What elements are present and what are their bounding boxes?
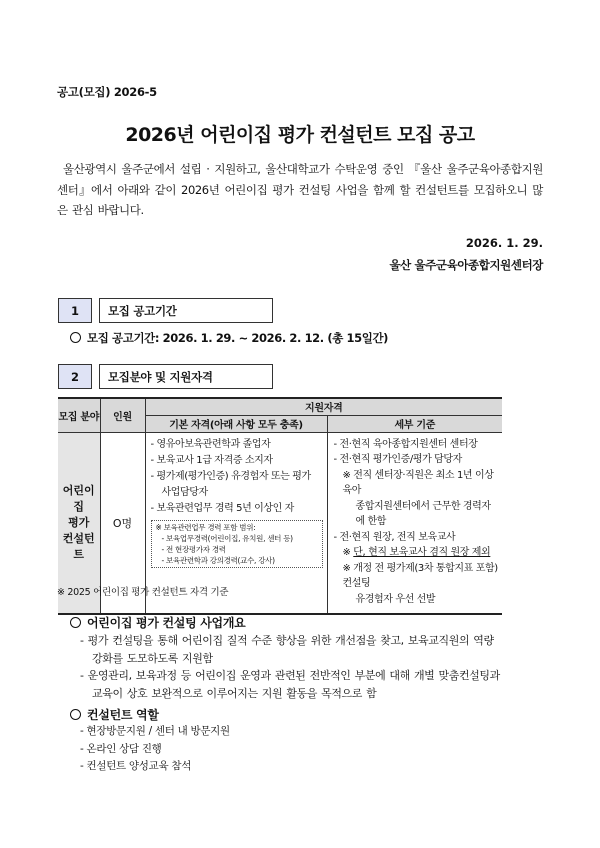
exclusion-note-underlined: 단, 현직 보육교사 겸직 원장 제외	[353, 547, 491, 558]
role-item: - 현장방문지원 / 센터 내 방문지원	[80, 725, 230, 737]
section-1-title: 모집 공고기간	[99, 298, 273, 323]
qualification-table-wrapper	[58, 397, 502, 615]
overview-item-continued: 강화를 도모하도록 지원함	[92, 651, 213, 665]
detail-item: - 전·현직 평가인증/평가 담당자	[333, 454, 462, 465]
note-title: ※ 보육관련업무 경력 포함 범위:	[155, 522, 256, 532]
announcement-date: 2026. 1. 29.	[465, 236, 543, 250]
basic-item: - 보육교사 1급 자격증 소지자	[150, 454, 273, 466]
detail-item: - 전·현직 원장, 전직 보육교사	[333, 531, 456, 543]
note-item: - 보육관련학과 강의경력(교수, 강사)	[161, 555, 275, 565]
section-1-header	[58, 298, 273, 323]
detail-item: - 전·현직 육아종합지원센터 센터장	[333, 438, 478, 450]
qualification-table	[58, 397, 502, 615]
basic-item: - 영유아보육관련학과 졸업자	[150, 438, 271, 450]
overview-item: - 운영관리, 보육과정 등 어린이집 운영과 관련된 전반적인 부분에 대해 개별 맞춤컨설팅과	[80, 669, 500, 682]
role-item: - 온라인 상담 진행	[80, 742, 162, 755]
detail-note: ※ 전직 센터장·직원은 최소 1년 이상 육아	[342, 469, 494, 496]
note-item: - 보육업무경력(어린이집, 유치원, 센터 등)	[161, 533, 293, 543]
overview-body	[80, 632, 544, 702]
count-cell: O명	[100, 432, 145, 614]
detail-note-continued: 종합지원센터에서 근무한 경력자에 한함	[355, 500, 491, 527]
circle-bullet-icon	[70, 332, 81, 343]
header-basic: 기본 자격(아래 사항 모두 충족)	[145, 415, 327, 432]
header-field: 모집 분야	[58, 398, 100, 432]
detail-note: ※ 개정 전 평가제(3차 통합지표 포함) 컨설팅	[342, 562, 498, 589]
roles-heading: 컨설턴트 역할	[70, 706, 159, 723]
experience-scope-note	[151, 520, 323, 568]
basic-item-continued: 사업담당자	[161, 486, 208, 498]
detail-note: ※ 단, 현직 보육교사 겸직 원장 제외	[342, 547, 491, 558]
intro-text: 울산광역시 울주군에서 설립 · 지원하고, 울산대학교가 수탁운영 중인 『울산 울주군육아종합지원센터』에서 아래와 같이 2026년 어린이집 평가 컨설팅 사업을 함께 할 컨설턴트를 모집하오니 많은 관심 바랍니다.	[57, 162, 543, 217]
header-detail: 세부 기준	[327, 415, 502, 432]
field-cell: 어린이집 평가 컨설턴트	[58, 432, 100, 614]
overview-heading: 어린이집 평가 컨설팅 사업개요	[70, 614, 245, 631]
note-item: - 전 현장평가자 경력	[161, 544, 226, 554]
circle-bullet-icon	[70, 709, 81, 720]
header-count: 인원	[100, 398, 145, 432]
section-2-number: 2	[58, 364, 92, 389]
section-1-number: 1	[58, 298, 92, 323]
basic-item: - 보육관련업무 경력 5년 이상인 자	[150, 502, 294, 514]
basic-item: - 평가제(평가인증) 유경험자 또는 평가	[150, 470, 311, 482]
roles-list	[80, 723, 230, 776]
notice-number: 공고(모집) 2026-5	[57, 85, 157, 99]
overview-item-continued: 교육이 상호 보완적으로 이루어지는 지원 활동을 목적으로 함	[92, 686, 377, 700]
detail-note-continued: 유경험자 우선 선발	[355, 593, 436, 605]
detail-criteria-cell	[327, 432, 502, 614]
intro-paragraph	[57, 159, 543, 221]
circle-bullet-icon	[70, 617, 81, 628]
period-text: 모집 공고기간: 2026. 1. 29. ~ 2026. 2. 12. (총 15일간)	[87, 331, 389, 345]
document-title: 2026년 어린이집 평가 컨설턴트 모집 공고	[125, 124, 475, 146]
issuer-name: 울산 울주군육아종합지원센터장	[389, 258, 543, 272]
section-2-header	[58, 364, 273, 389]
section-2-title: 모집분야 및 지원자격	[99, 364, 273, 389]
recruitment-period	[70, 330, 388, 346]
overview-item: - 평가 컨설팅을 통해 어린이집 질적 수준 향상을 위한 개선점을 찾고, 보육교직원의 역량	[80, 634, 494, 647]
role-item: - 컨설턴트 양성교육 참석	[80, 760, 192, 772]
header-qualification: 지원자격	[145, 398, 502, 415]
table-footnote: ※ 2025 어린이집 평가 컨설턴트 자격 기준	[57, 587, 229, 598]
